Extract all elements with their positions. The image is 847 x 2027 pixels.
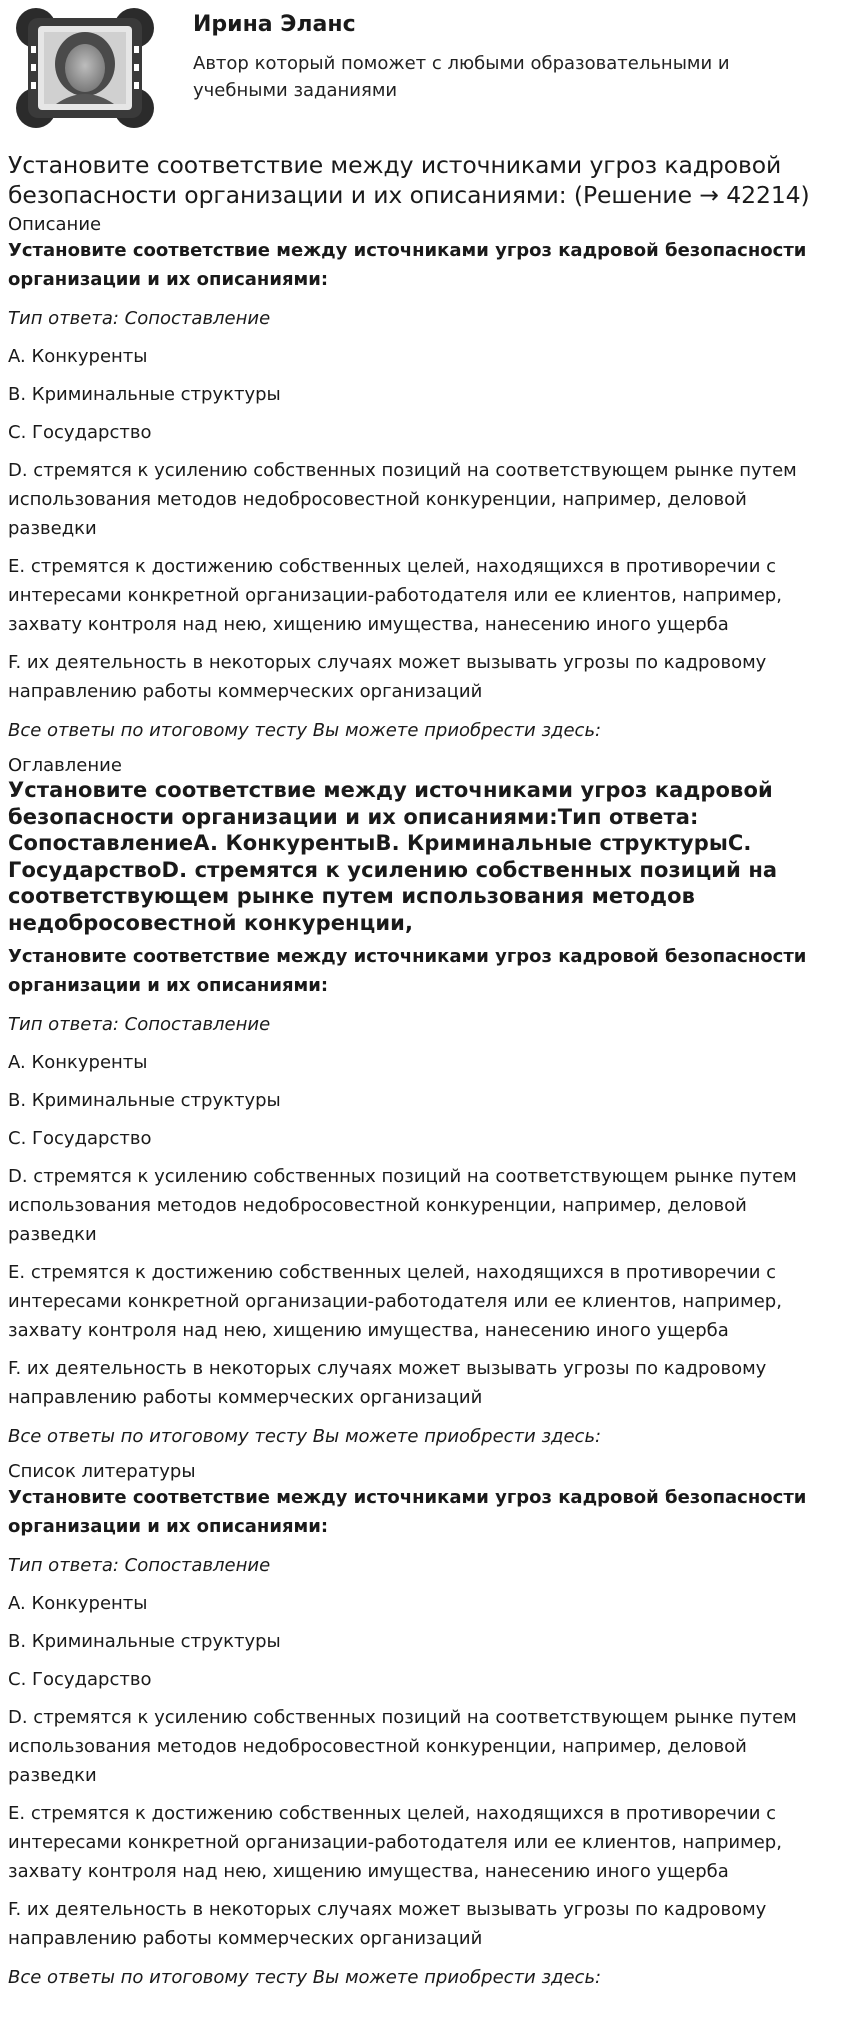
author-avatar[interactable]: [14, 6, 156, 130]
section-label-description: Описание: [8, 214, 102, 235]
question-heading: Установите соответствие между источниками угроз кадровой безопасности организации и их описаниями:: [8, 1487, 807, 1537]
option-b: B. Криминальные структуры: [8, 384, 281, 405]
purchase-note: Все ответы по итоговому тесту Вы можете приобрести здесь:: [8, 720, 602, 741]
question-heading: Установите соответствие между источниками угроз кадровой безопасности организации и их описаниями:: [8, 240, 807, 290]
literature-block: [8, 1483, 839, 1992]
option-a: A. Конкуренты: [8, 346, 148, 367]
section-label-toc: Оглавление: [8, 755, 122, 776]
answer-type: Тип ответа: Сопоставление: [8, 308, 271, 329]
question-heading: Установите соответствие между источниками угроз кадровой безопасности организации и их описаниями:: [8, 946, 807, 996]
purchase-note: Все ответы по итоговому тесту Вы можете приобрести здесь:: [8, 1426, 602, 1447]
option-b: B. Криминальные структуры: [8, 1631, 281, 1652]
answer-type: Тип ответа: Сопоставление: [8, 1014, 271, 1035]
option-d: D. стремятся к усилению собственных позиций на соответствующем рынке путем использования методов недобросовестной конкуренции, например, деловой разведки: [8, 1707, 797, 1786]
option-f: F. их деятельность в некоторых случаях может вызывать угрозы по кадровому направлению работы коммерческих организаций: [8, 1358, 767, 1408]
option-f: F. их деятельность в некоторых случаях может вызывать угрозы по кадровому направлению работы коммерческих организаций: [8, 652, 767, 702]
section-label-literature: Список литературы: [8, 1461, 196, 1482]
option-c: C. Государство: [8, 1128, 152, 1149]
option-a: A. Конкуренты: [8, 1593, 148, 1614]
answer-type: Тип ответа: Сопоставление: [8, 1555, 271, 1576]
author-name[interactable]: Ирина Эланс: [193, 12, 356, 37]
author-description: Автор который поможет с любыми образовательными и учебными заданиями: [193, 53, 730, 101]
option-c: C. Государство: [8, 1669, 152, 1690]
toc-block: [8, 777, 839, 1451]
option-e: E. стремятся к достижению собственных целей, находящихся в противоречии с интересами конкретной организации-работодателя или ее клиентов, например, захвату контроля над нею, хищению имущества, нанесению иного ущерба: [8, 1803, 782, 1882]
purchase-note: Все ответы по итоговому тесту Вы можете приобрести здесь:: [8, 1967, 602, 1988]
option-a: A. Конкуренты: [8, 1052, 148, 1073]
option-f: F. их деятельность в некоторых случаях может вызывать угрозы по кадровому направлению работы коммерческих организаций: [8, 1899, 767, 1949]
option-b: B. Криминальные структуры: [8, 1090, 281, 1111]
option-d: D. стремятся к усилению собственных позиций на соответствующем рынке путем использования методов недобросовестной конкуренции, например, деловой разведки: [8, 460, 797, 539]
description-block: [8, 236, 839, 745]
page-title: Установите соответствие между источниками угроз кадровой безопасности организации и их описаниями: (Решение → 42214): [8, 151, 810, 209]
option-c: C. Государство: [8, 422, 152, 443]
toc-heading: Установите соответствие между источниками угроз кадровой безопасности организации и их описаниями:Тип ответа: СопоставлениеA. КонкурентыB. Криминальные структурыC. ГосударствоD. стремятся к усилению собственных позиций на соответствующем рынке путем использования методов недобросовестной конкуренции,: [8, 778, 778, 935]
option-d: D. стремятся к усилению собственных позиций на соответствующем рынке путем использования методов недобросовестной конкуренции, например, деловой разведки: [8, 1166, 797, 1245]
option-e: E. стремятся к достижению собственных целей, находящихся в противоречии с интересами конкретной организации-работодателя или ее клиентов, например, захвату контроля над нею, хищению имущества, нанесению иного ущерба: [8, 556, 782, 635]
option-e: E. стремятся к достижению собственных целей, находящихся в противоречии с интересами конкретной организации-работодателя или ее клиентов, например, захвату контроля над нею, хищению имущества, нанесению иного ущерба: [8, 1262, 782, 1341]
author-card: [8, 0, 839, 142]
